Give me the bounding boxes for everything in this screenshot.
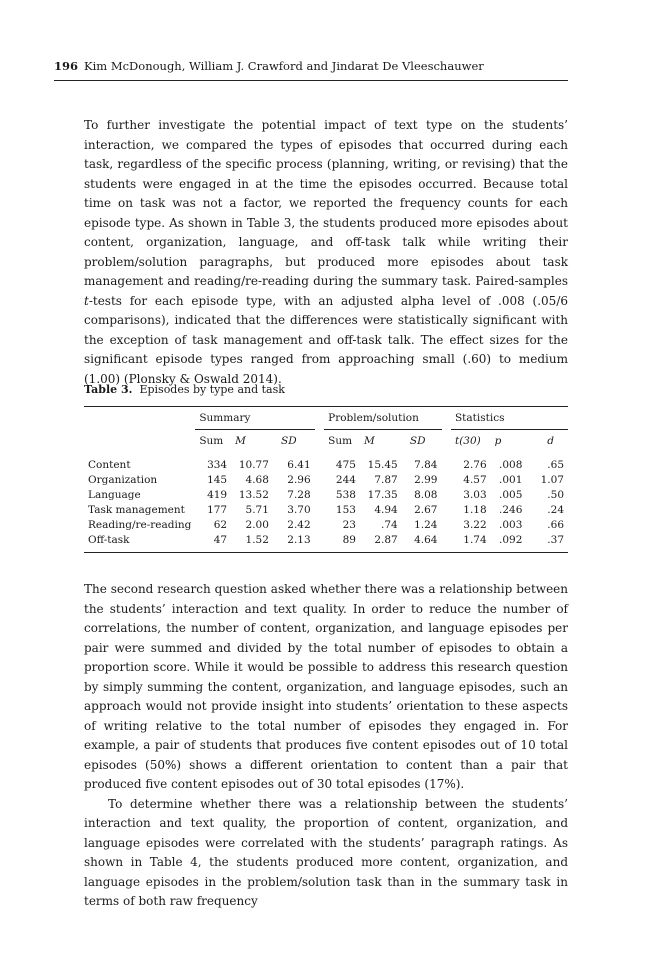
- table-cell: .003: [499, 519, 523, 531]
- table-cell: .24: [547, 504, 564, 516]
- col-header-summary-sd: SD: [281, 434, 297, 447]
- header-rule: [54, 80, 568, 81]
- col-header-ps-sd: SD: [409, 434, 426, 447]
- table-cell: 4.57: [463, 474, 487, 486]
- table-cell: 2.76: [463, 459, 487, 471]
- table-cell: .66: [547, 519, 564, 531]
- col-header-ps-mean: M: [363, 434, 375, 447]
- table-cell: 3.70: [287, 504, 311, 516]
- table-cell: 1.52: [245, 534, 269, 546]
- row-label: Off-task: [88, 534, 130, 546]
- table-cell: 2.00: [245, 519, 269, 531]
- table-3-sub-header-row: [84, 430, 568, 453]
- row-label: Task management: [88, 504, 185, 516]
- table-cell: 5.71: [245, 504, 269, 516]
- running-head-authors: Kim McDonough, William J. Crawford and Jindarat De Vleeschauwer: [84, 59, 484, 73]
- table-row: [84, 518, 568, 533]
- paragraph-2: The second research question asked whether there was a relationship between the students’ interaction and text quality. In order to reduce the number of correlations, the number of content, organization, and language episodes per pair were summed and divided by the total number of episodes to obtain a proportion score. While it would be possible to address this research question by simply summing the content, organization, and language episodes, such an approach would not provide insight into students’ orientation to these aspects of writing relative to the total number of episodes they engaged in. For example, a pair of students that produces five content episodes out of 10 total episodes (50%) shows a different orientation to content than a pair that produced five content episodes out of 30 total episodes (17%).: [84, 582, 568, 791]
- table-cell: 1.74: [463, 534, 487, 546]
- table-cell: 7.84: [414, 459, 438, 471]
- table-cell: 419: [207, 489, 228, 501]
- table-3: [84, 406, 568, 553]
- table-cell: 89: [342, 534, 356, 546]
- table-3-caption: [84, 382, 285, 398]
- table-cell: 2.99: [414, 474, 438, 486]
- table-cell: 538: [335, 489, 356, 501]
- table-cell: .008: [499, 459, 523, 471]
- table-cell: 1.24: [414, 519, 438, 531]
- table-cell: 23: [342, 519, 356, 531]
- col-header-d: d: [547, 434, 554, 447]
- table-cell: 62: [213, 519, 228, 531]
- table-row: [84, 452, 568, 473]
- table-cell: .50: [547, 489, 564, 501]
- col-header-p: p: [494, 434, 502, 447]
- table-cell: 6.41: [287, 459, 311, 471]
- table-cell: 2.96: [287, 474, 311, 486]
- row-label: Reading/re-reading: [88, 519, 192, 531]
- table-cell: .005: [499, 489, 523, 501]
- col-header-ps-sum: Sum: [328, 434, 353, 447]
- table-row: [84, 473, 568, 488]
- paragraphs-after-table: [84, 580, 568, 912]
- table-row: [84, 533, 568, 553]
- table-cell: 4.64: [414, 534, 438, 546]
- table-cell: .65: [547, 459, 564, 471]
- table-cell: 4.94: [374, 504, 398, 516]
- table-cell: .001: [499, 474, 523, 486]
- table-row: [84, 503, 568, 518]
- table-cell: 4.68: [245, 474, 269, 486]
- group-header-summary: Summary: [195, 407, 314, 430]
- table-cell: .246: [499, 504, 523, 516]
- table-3-body: [84, 452, 568, 553]
- col-header-t30: t(30): [454, 434, 481, 447]
- table-3-corner: [84, 407, 195, 430]
- table-cell: 7.28: [287, 489, 311, 501]
- paragraph-1-italic-t: t: [84, 293, 89, 308]
- table-cell: 17.35: [367, 489, 398, 501]
- paragraph-3: To determine whether there was a relationship between the students’ interaction and text quality, the proportion of content, organization, and language episodes were correlated with the students’ paragraph ratings. As shown in Table 4, the students produced more content, organization, and language episodes in the problem/solution task than in the summary task in terms of both raw frequency: [84, 796, 568, 908]
- table-cell: .74: [381, 519, 398, 531]
- table-cell: 2.13: [287, 534, 311, 546]
- col-header-summary-mean: M: [235, 434, 246, 447]
- table-3-group-header-row: [84, 407, 568, 430]
- table-cell: 1.18: [463, 504, 487, 516]
- col-header-summary-sum: Sum: [199, 434, 224, 447]
- paragraph-1-text: [84, 116, 568, 389]
- table-cell: 7.87: [374, 474, 398, 486]
- table-cell: .092: [499, 534, 523, 546]
- table-cell: 334: [207, 459, 228, 471]
- table-cell: 2.87: [374, 534, 398, 546]
- table-cell: 177: [207, 504, 228, 516]
- group-header-statistics: Statistics: [451, 407, 568, 430]
- page-number: 196: [54, 59, 79, 73]
- table-cell: 47: [213, 534, 228, 546]
- paragraph-1: [84, 116, 568, 389]
- table-cell: 13.52: [238, 489, 269, 501]
- table-cell: 10.77: [238, 459, 269, 471]
- row-label: Language: [88, 489, 141, 501]
- table-cell: 3.22: [463, 519, 487, 531]
- table-cell: 145: [207, 474, 228, 486]
- table-cell: 475: [335, 459, 356, 471]
- table-3-caption-label: Table 3.: [84, 383, 133, 396]
- table-cell: .37: [547, 534, 564, 546]
- table-cell: 1.07: [540, 474, 564, 486]
- table-cell: 2.67: [414, 504, 438, 516]
- row-label: Organization: [88, 474, 158, 486]
- table-cell: 153: [335, 504, 356, 516]
- table-cell: 3.03: [463, 489, 487, 501]
- row-label: Content: [88, 459, 131, 471]
- table-cell: 244: [335, 474, 356, 486]
- table-cell: 15.45: [367, 459, 398, 471]
- group-header-problem-solution: Problem/solution: [324, 407, 441, 430]
- table-cell: 8.08: [414, 489, 438, 501]
- table-3-caption-text: Episodes by type and task: [139, 383, 285, 396]
- table-cell: 2.42: [287, 519, 311, 531]
- paragraph-1-part-a: To further investigate the potential impact of text type on the students’ interaction, we compared the types of episodes that occurred during each task, regardless of the specific process (planning, writing, or revising) that the students were engaged in at the time the episodes occurred. Because total time on task was not a factor, we reported the frequency counts for each episode type. As shown in Table 3, the students produced more episodes about content, organization, language, and off-task talk while writing their problem/solution paragraphs, but produced more episodes about task management and reading/re-reading during the summary task. Paired-samples: [84, 118, 568, 288]
- running-head: [54, 58, 568, 74]
- table-row: [84, 488, 568, 503]
- paragraph-1-part-b: -tests for each episode type, with an adjusted alpha level of .008 (.05/6 comparisons), indicated that the differences were statistically significant with the exception of task management and off-task talk. The effect sizes for the significant episode types ranged from approaching small (.60) to medium (1.00) (Plonsky & Oswald 2014).: [84, 293, 568, 386]
